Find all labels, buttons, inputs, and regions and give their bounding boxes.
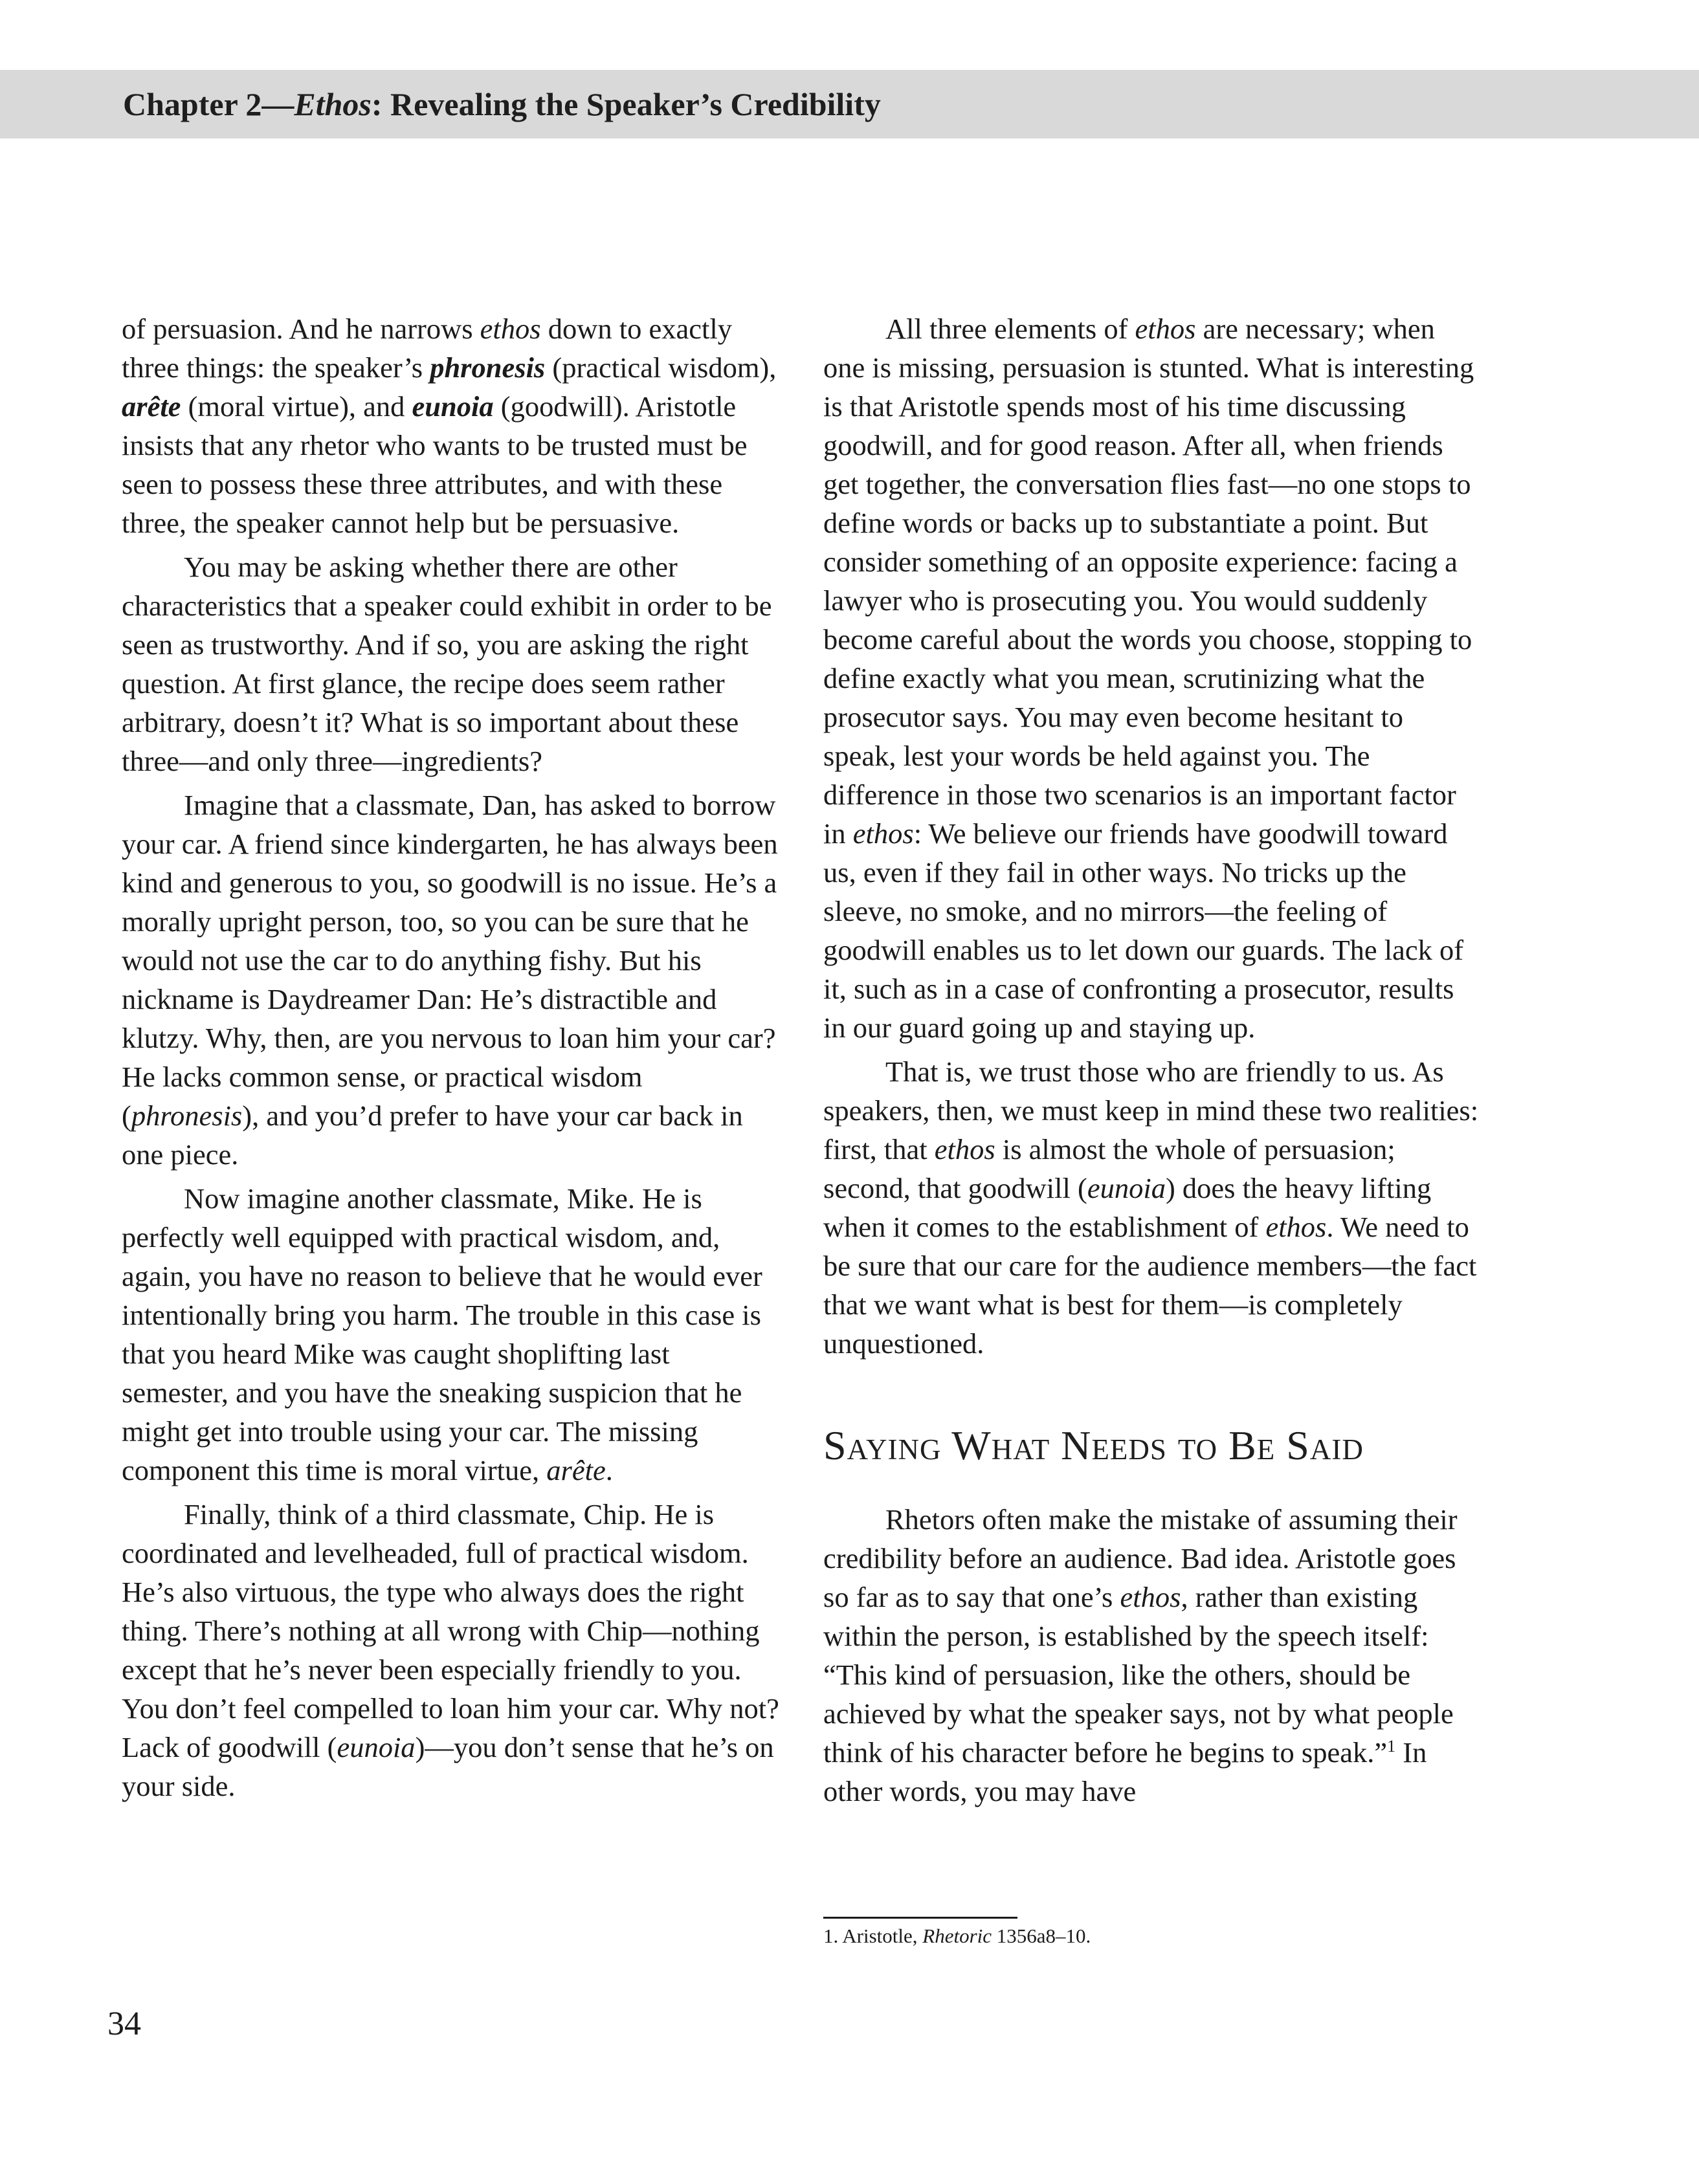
paragraph: That is, we trust those who are friendly to us. As speakers, then, we must keep in mind these two realities: first, that ethos is almost the whole of persuasion; second, that goodwill (eunoia) does the heavy lifting when it comes to the establishment of ethos. We need to be sure that our care for the audience members—the fact that we want what is best for them—is completely unquestioned. — [823, 1055, 1479, 1360]
paragraph: All three elements of ethos are necessary; when one is missing, persuasion is stunted. What is interesting is that Aristotle spends most of his time discussing goodwill, and for good reason. After all, when friends get together, the conversation flies fast—no one stops to define words or backs up to substantiate a point. But consider something of an opposite experience: facing a lawyer who is prosecuting you. You would suddenly become careful about the words you choose, stopping to define exactly what you mean, scrutinizing what the prosecutor says. You may even become hesitant to speak, lest your words be held against you. The difference in those two scenarios is an important factor in ethos: We believe our friends have goodwill toward us, even if they fail in other ways. No tricks up the sleeve, no smoke, and no mirrors—the feeling of goodwill enables us to let down our guards. The lack of it, such as in a case of confronting a prosecutor, results in our guard going up and staying up. — [823, 313, 1474, 1044]
footnote-marker: 1 — [1387, 1737, 1396, 1756]
paragraph: You may be asking whether there are other characteristics that a speaker could exhibit in order to be seen as trustworthy. And if so, you are asking the right question. At first glance, the recipe does seem rather arbitrary, doesn’t it? What is so important about these three—and only three—ingredients? — [122, 551, 772, 777]
right-column — [823, 309, 1481, 1816]
left-column — [122, 309, 779, 1811]
paragraph: Imagine that a classmate, Dan, has asked to borrow your car. A friend since kindergarten, he has always been kind and generous to you, so goodwill is no issue. He’s a morally upright person, too, so you can be sure that he would not use the car to do anything fishy. But his nickname is Daydreamer Dan: He’s distractible and klutzy. Why, then, are you nervous to loan him your car? He lacks common sense, or practical wisdom (phronesis), and you’d prefer to have your car back in one piece. — [122, 789, 778, 1171]
footnote: 1. Aristotle, Rhetoric 1356a8–10. — [823, 1925, 1091, 1947]
paragraph: Finally, think of a third classmate, Chip. He is coordinated and levelheaded, full of practical wisdom. He’s also virtuous, the type who always does the right thing. There’s nothing at all wrong with Chip—nothing except that he’s never been especially friendly to you. You don’t feel compelled to loan him your car. Why not? Lack of goodwill (eunoia)—you don’t sense that he’s on your side. — [122, 1498, 779, 1802]
page-number: 34 — [107, 2005, 141, 2042]
section-heading: Saying What Needs to Be Said — [823, 1422, 1364, 1468]
paragraph: Rhetors often make the mistake of assuming their credibility before an audience. Bad idea. Aristotle goes so far as to say that one’s ethos, rather than existing within the person, is established by the speech itself: “This kind of persuasion, like the others, should be achieved by what the speaker says, not by what people think of his character before he begins to speak.”$^1$ In other words, you may have — [823, 1503, 1458, 1807]
footnote-rule — [823, 1917, 1017, 1919]
header-term: Ethos — [294, 86, 372, 122]
running-header-title: Chapter 2—Ethos: Revealing the Speaker’s Credibility — [123, 86, 881, 122]
paragraph: of persuasion. And he narrows ethos down to exactly three things: the speaker’s phronesis (practical wisdom), arête (moral virtue), and eunoia (goodwill). Aristotle insists that any rhetor who wants to be trusted must be seen to possess these three attributes, and with these three, the speaker cannot help but be persuasive. — [122, 313, 777, 539]
paragraph: Now imagine another classmate, Mike. He is perfectly well equipped with practical wisdom, and, again, you have no reason to believe that he would ever intentionally bring you harm. The trouble in this case is that you heard Mike was caught shoplifting last semester, and you have the sneaking suspicion that he might get into trouble using your car. The missing component this time is moral virtue, arête. — [122, 1182, 762, 1486]
